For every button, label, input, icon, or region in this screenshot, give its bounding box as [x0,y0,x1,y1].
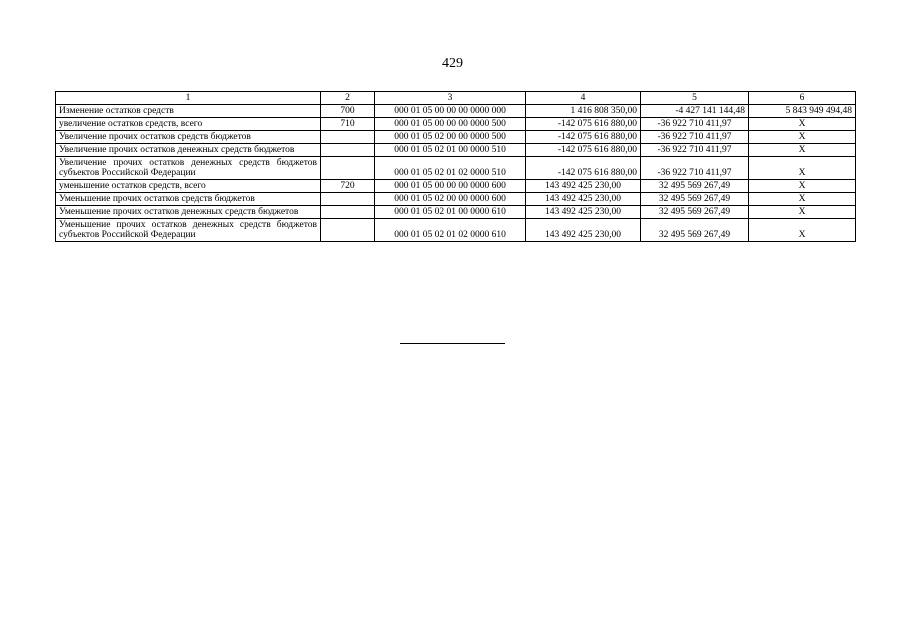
row-name: увеличение остатков средств, всего [56,118,321,131]
row-col5-value: -36 922 710 411,97 [641,118,749,131]
table-row [56,131,856,144]
row-col4-value: 143 492 425 230,00 [526,193,641,206]
header-cell: 6 [749,92,856,105]
row-line-code [321,219,375,242]
row-col5-value: -36 922 710 411,97 [641,157,749,180]
row-col5-value: 32 495 569 267,49 [641,206,749,219]
row-col5-value: -36 922 710 411,97 [641,131,749,144]
row-name: Увеличение прочих остатков денежных средств бюджетов [56,144,321,157]
table-row [56,144,856,157]
row-col6-value: X [749,206,856,219]
row-line-code [321,206,375,219]
row-col6-value: 5 843 949 494,48 [749,105,856,118]
row-col6-value: X [749,131,856,144]
header-cell: 5 [641,92,749,105]
row-budget-code: 000 01 05 02 01 00 0000 510 [375,144,526,157]
row-col6-value: X [749,118,856,131]
row-col5-value: 32 495 569 267,49 [641,180,749,193]
row-col4-value: -142 075 616 880,00 [526,157,641,180]
row-budget-code: 000 01 05 02 00 00 0000 600 [375,193,526,206]
row-col5-value: 32 495 569 267,49 [641,219,749,242]
row-col5-value: -4 427 141 144,48 [641,105,749,118]
table-row [56,118,856,131]
row-line-code [321,157,375,180]
row-col4-value: 143 492 425 230,00 [526,219,641,242]
row-name: Уменьшение прочих остатков денежных средств бюджетов субъектов Российской Федерации [56,219,321,242]
table-row [56,180,856,193]
table-row [56,105,856,118]
row-name: Увеличение прочих остатков средств бюджетов [56,131,321,144]
table-header-row [56,92,856,105]
row-col6-value: X [749,193,856,206]
row-col6-value: X [749,219,856,242]
header-cell: 4 [526,92,641,105]
row-col5-value: -36 922 710 411,97 [641,144,749,157]
header-cell: 1 [56,92,321,105]
table-row [56,219,856,242]
row-col6-value: X [749,144,856,157]
table-row [56,206,856,219]
budget-sources-table [55,91,856,242]
row-col6-value: X [749,180,856,193]
table-row [56,157,856,180]
header-cell: 2 [321,92,375,105]
row-line-code: 710 [321,118,375,131]
row-line-code [321,131,375,144]
row-col4-value: -142 075 616 880,00 [526,118,641,131]
row-col4-value: -142 075 616 880,00 [526,131,641,144]
row-name: уменьшение остатков средств, всего [56,180,321,193]
page-number: 429 [442,56,463,71]
footnote-separator-line [400,343,505,344]
row-col4-value: -142 075 616 880,00 [526,144,641,157]
row-name: Изменение остатков средств [56,105,321,118]
row-budget-code: 000 01 05 00 00 00 0000 500 [375,118,526,131]
row-name: Уменьшение прочих остатков средств бюджетов [56,193,321,206]
row-budget-code: 000 01 05 02 00 00 0000 500 [375,131,526,144]
row-budget-code: 000 01 05 00 00 00 0000 600 [375,180,526,193]
row-budget-code: 000 01 05 00 00 00 0000 000 [375,105,526,118]
row-budget-code: 000 01 05 02 01 02 0000 610 [375,219,526,242]
header-cell: 3 [375,92,526,105]
row-name: Увеличение прочих остатков денежных средств бюджетов субъектов Российской Федерации [56,157,321,180]
row-line-code [321,193,375,206]
row-budget-code: 000 01 05 02 01 02 0000 510 [375,157,526,180]
row-line-code [321,144,375,157]
row-col6-value: X [749,157,856,180]
row-line-code: 720 [321,180,375,193]
table-row [56,193,856,206]
row-name: Уменьшение прочих остатков денежных средств бюджетов [56,206,321,219]
row-col4-value: 143 492 425 230,00 [526,206,641,219]
row-col4-value: 143 492 425 230,00 [526,180,641,193]
row-budget-code: 000 01 05 02 01 00 0000 610 [375,206,526,219]
row-line-code: 700 [321,105,375,118]
row-col5-value: 32 495 569 267,49 [641,193,749,206]
row-col4-value: 1 416 808 350,00 [526,105,641,118]
